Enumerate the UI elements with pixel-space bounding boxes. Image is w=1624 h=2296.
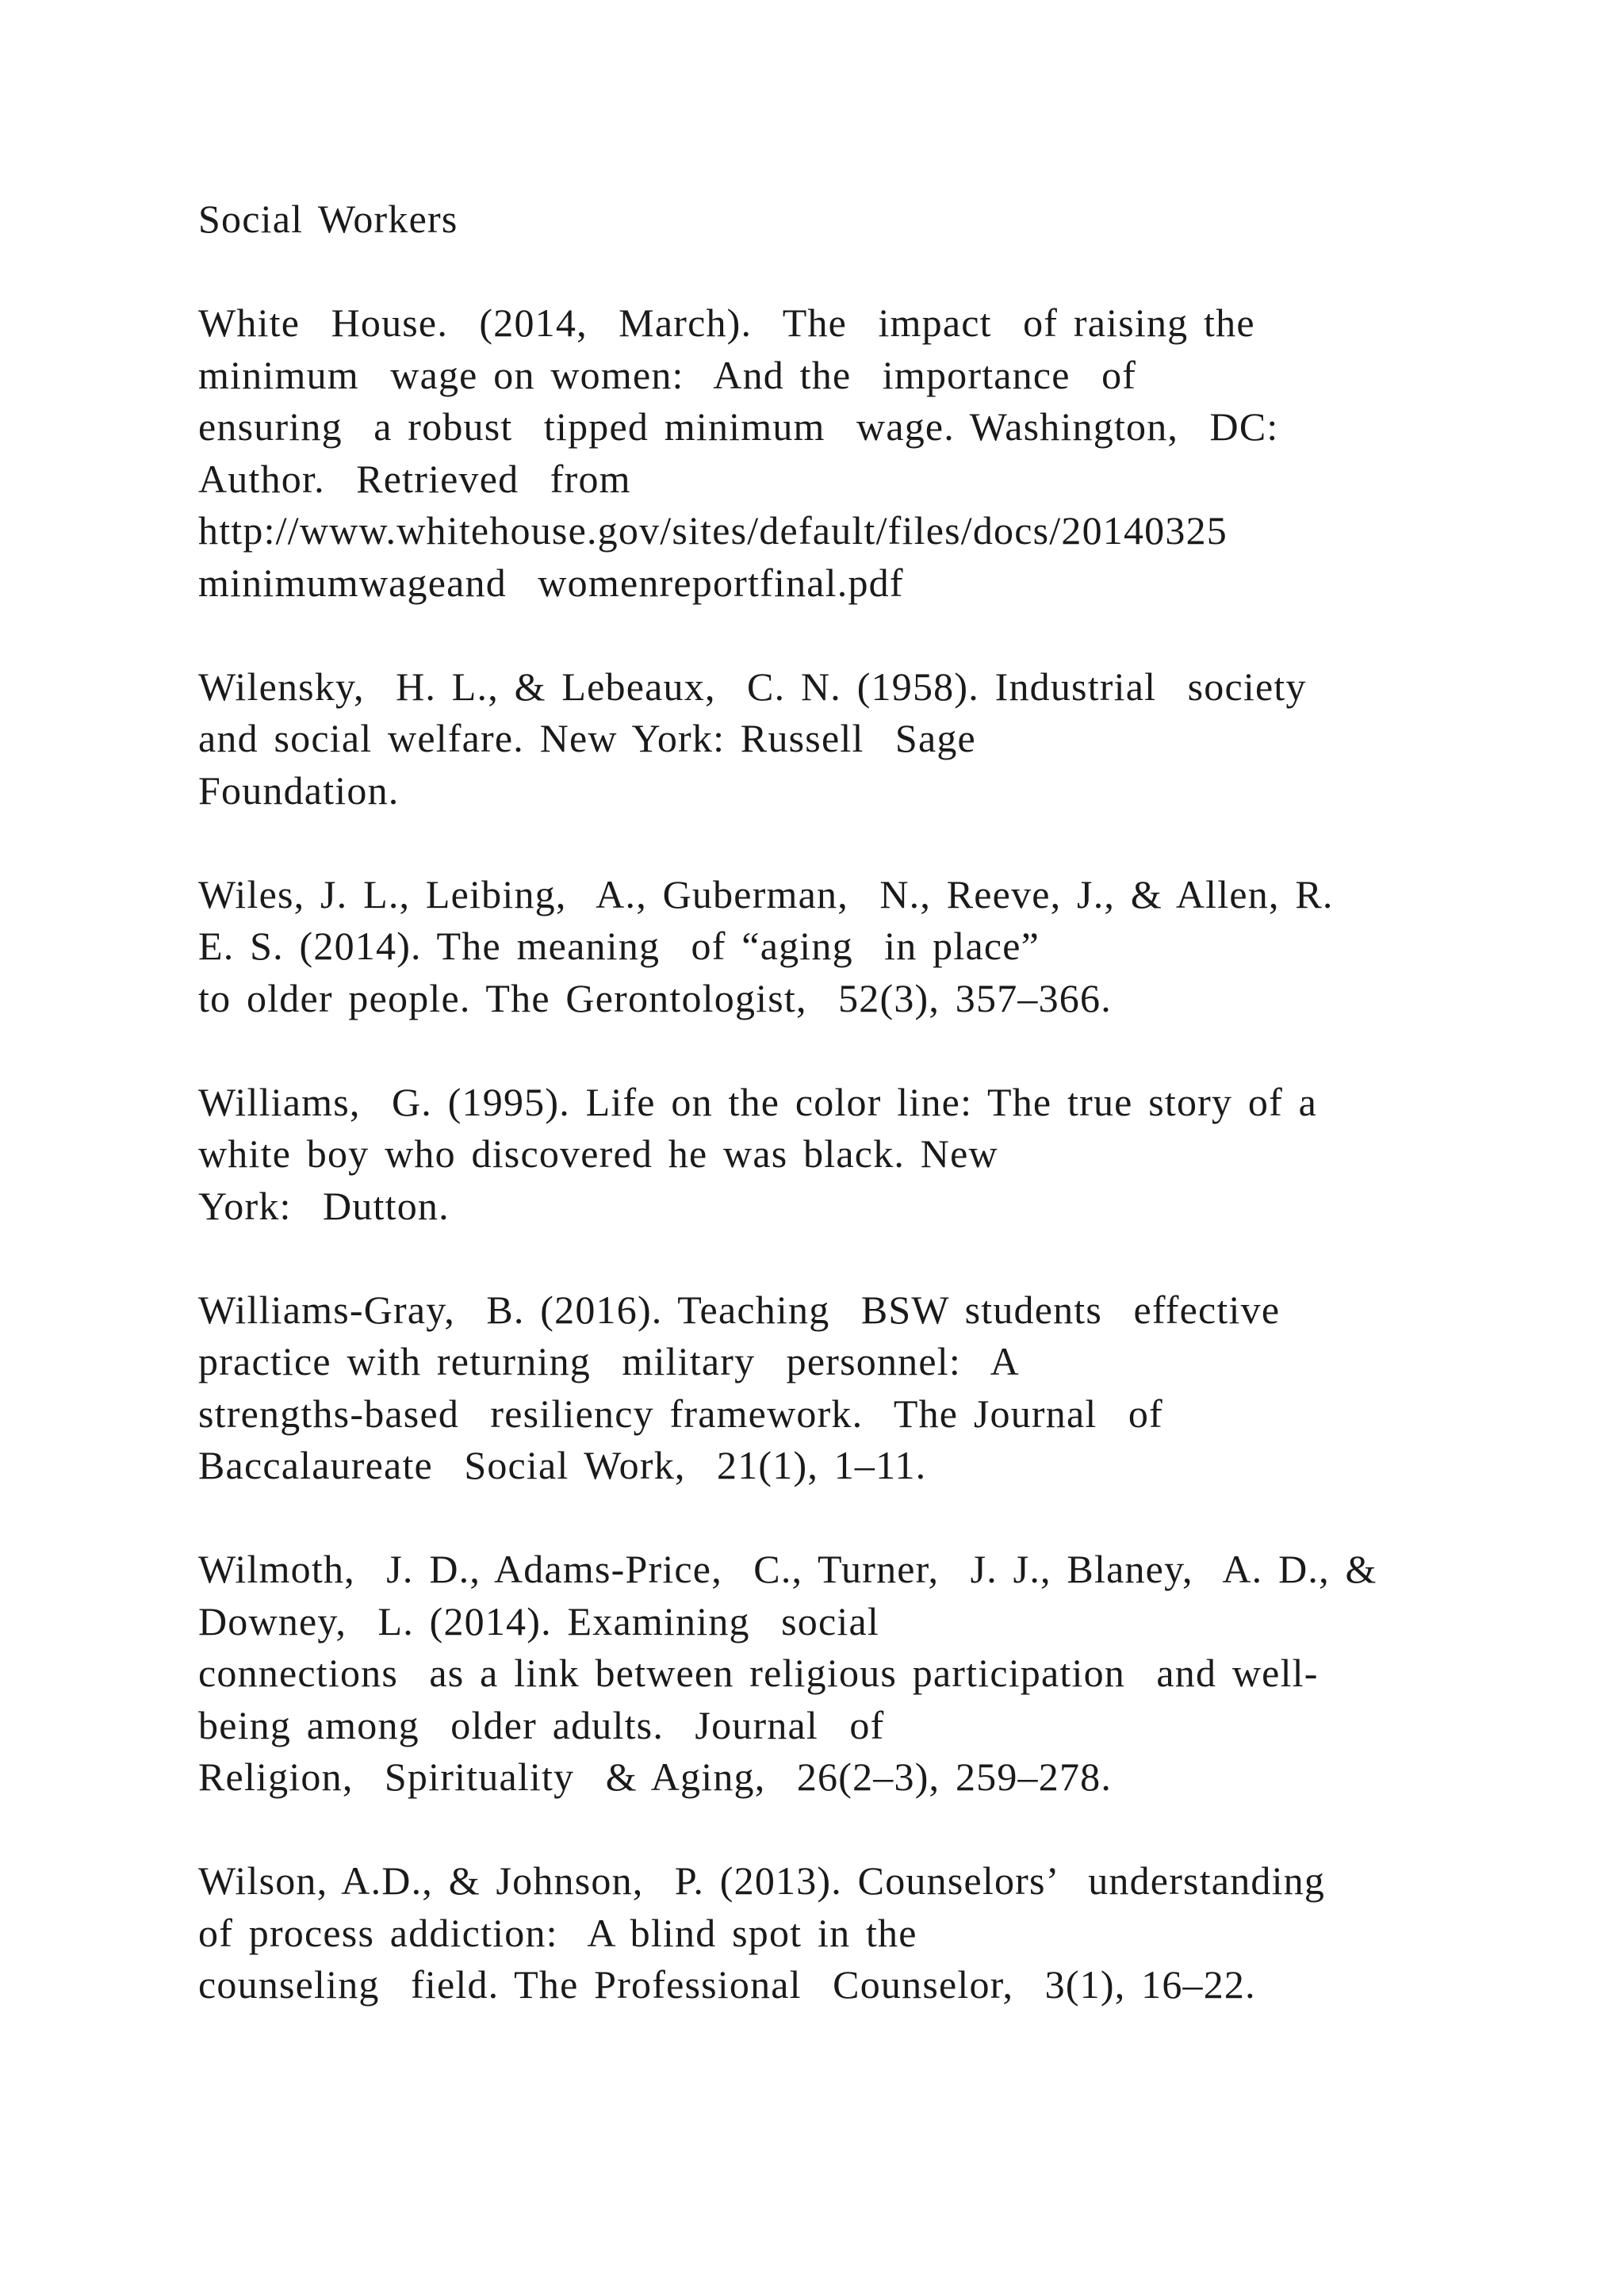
reference-line: white boy who discovered he was black. New [198, 1131, 998, 1176]
reference-entry [198, 661, 1467, 817]
reference-line: ensuring a robust tipped minimum wage. Washington, DC: [198, 404, 1279, 449]
reference-entry [198, 1855, 1467, 2011]
reference-line: White House. (2014, March). The impact of raising the [198, 300, 1255, 345]
reference-line: Wilson, A.D., & Johnson, P. (2013). Counselors’ understanding [198, 1858, 1326, 1903]
reference-line: York: Dutton. [198, 1183, 450, 1228]
page-heading: Social Workers [198, 197, 458, 241]
reference-line: Wilmoth, J. D., Adams-Price, C., Turner, J. J., Blaney, A. D., & [198, 1547, 1377, 1591]
reference-line: to older people. The Gerontologist, 52(3), 357–366. [198, 975, 1112, 1020]
reference-line: Williams, G. (1995). Life on the color line: The true story of a [198, 1079, 1318, 1124]
reference-line: Williams-Gray, B. (2016). Teaching BSW students effective [198, 1287, 1281, 1332]
reference-line: Religion, Spirituality & Aging, 26(2–3), 259–278. [198, 1755, 1113, 1799]
reference-line: Author. Retrieved from [198, 456, 631, 501]
reference-line: Foundation. [198, 767, 400, 813]
reference-entry [198, 869, 1467, 1025]
reference-url-line: http://www.whitehouse.gov/sites/default/files/docs/20140325 [198, 508, 1228, 553]
reference-line: counseling field. The Professional Counselor, 3(1), 16–22. [198, 1962, 1256, 2007]
reference-line: Wiles, J. L., Leibing, A., Guberman, N., Reeve, J., & Allen, R. [198, 871, 1334, 916]
reference-entry [198, 1284, 1467, 1492]
reference-line: Downey, L. (2014). Examining social [198, 1598, 879, 1644]
reference-entry [198, 1077, 1467, 1233]
reference-line: strengths-based resiliency framework. The Journal of [198, 1391, 1163, 1436]
reference-line: connections as a link between religious participation and well- [198, 1651, 1319, 1695]
reference-line: Wilensky, H. L., & Lebeaux, C. N. (1958). Industrial society [198, 664, 1307, 709]
reference-line: being among older adults. Journal of [198, 1702, 885, 1747]
reference-entry [198, 1544, 1467, 1804]
reference-line: minimum wage on women: And the importance of [198, 352, 1137, 397]
reference-line: of process addiction: A blind spot in the [198, 1910, 917, 1955]
reference-line: practice with returning military personnel: A [198, 1339, 1020, 1383]
reference-entry [198, 297, 1467, 609]
document-page [198, 193, 1467, 2063]
reference-line: Baccalaureate Social Work, 21(1), 1–11. [198, 1443, 927, 1487]
reference-line: E. S. (2014). The meaning of “aging in place” [198, 924, 1040, 968]
reference-url-line: minimumwageand womenreportfinal.pdf [198, 560, 904, 605]
reference-line: and social welfare. New York: Russell Sage [198, 716, 976, 760]
